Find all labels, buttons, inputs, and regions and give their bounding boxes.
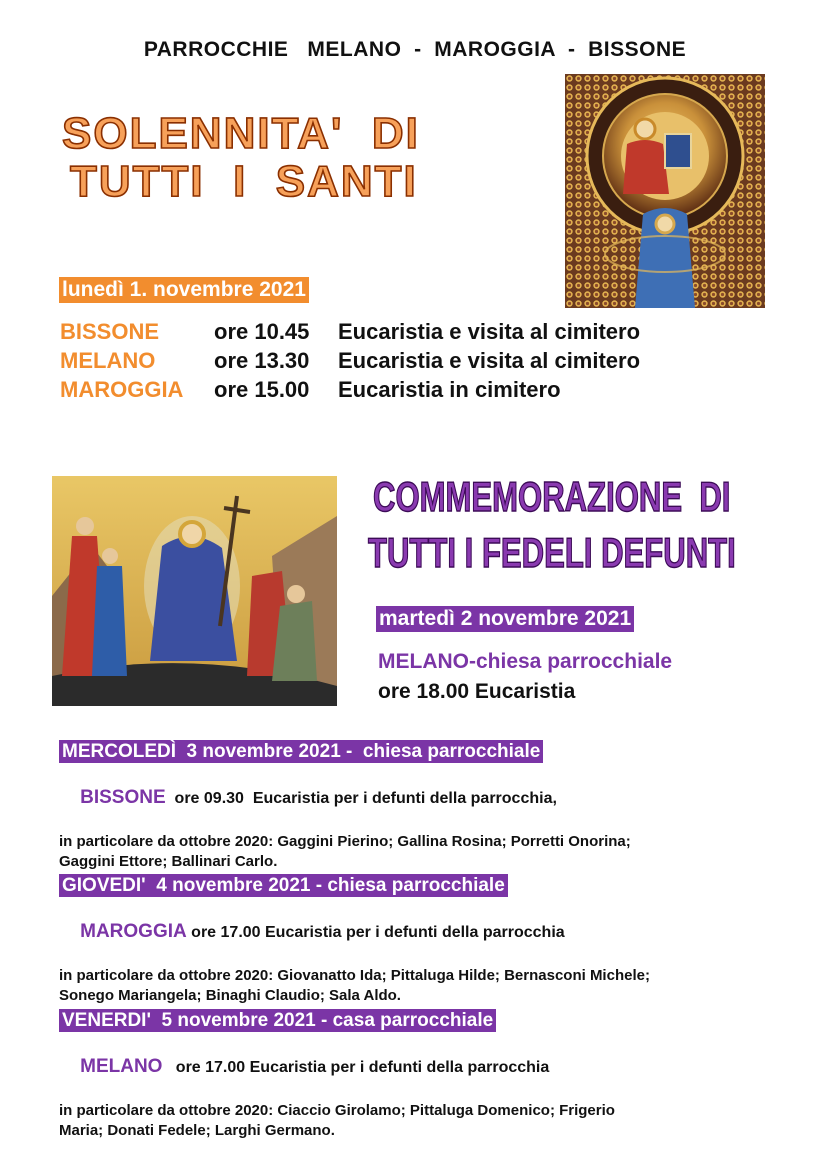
- day-text: ore 09.30 Eucaristia per i defunti della parrocchia,: [165, 790, 557, 807]
- all-saints-icon-image: [565, 74, 765, 308]
- defunti-time: ore 18.00 Eucaristia: [378, 680, 576, 703]
- day-block-mercoledi: [59, 741, 819, 870]
- day-main-line: [59, 899, 819, 965]
- santi-title-line2: TUTTI I SANTI: [70, 157, 418, 206]
- day-place: MAROGGIA: [80, 921, 187, 942]
- day-main-line: [59, 1034, 819, 1100]
- santi-schedule: [60, 317, 640, 404]
- parish-header: PARROCCHIE MELANO - MAROGGIA - BISSONE: [143, 38, 687, 61]
- day-text: ore 17.00 Eucaristia per i defunti della parrocchia: [162, 1059, 550, 1076]
- schedule-place: MELANO: [60, 348, 156, 373]
- schedule-row-bissone: [60, 317, 640, 346]
- day-line3: Maria; Donati Fedele; Larghi Germano.: [59, 1122, 335, 1139]
- day-line3: Gaggini Ettore; Ballinari Carlo.: [59, 853, 278, 870]
- santi-date-band: lunedì 1. novembre 2021: [59, 277, 309, 303]
- day-line2: in particolare da ottobre 2020: Ciaccio Girolamo; Pittaluga Domenico; Frigerio: [59, 1102, 615, 1119]
- schedule-place: BISSONE: [60, 319, 160, 344]
- schedule-desc: Eucaristia e visita al cimitero: [338, 348, 641, 373]
- schedule-place: MAROGGIA: [60, 377, 184, 402]
- day-block-venerdi: [59, 1010, 819, 1139]
- day-place: MELANO: [80, 1056, 163, 1077]
- day-line3: Sonego Mariangela; Binaghi Claudio; Sala Aldo.: [59, 987, 401, 1004]
- defunti-date-band: martedì 2 novembre 2021: [376, 606, 634, 632]
- day-line2: in particolare da ottobre 2020: Giovanatto Ida; Pittaluga Hilde; Bernasconi Michele;: [59, 967, 650, 984]
- schedule-time: ore 10.45: [214, 319, 310, 344]
- defunti-title-line2: TUTTI I FEDELI DEFUNTI: [368, 529, 736, 576]
- day-band: VENERDI' 5 novembre 2021 - casa parrocchiale: [59, 1009, 496, 1032]
- defunti-title-line1: COMMEMORAZIONE DI: [373, 473, 731, 520]
- resurrection-icon-image: [52, 476, 337, 706]
- day-band: GIOVEDI' 4 novembre 2021 - chiesa parrocchiale: [59, 874, 508, 897]
- schedule-time: ore 13.30: [214, 348, 310, 373]
- day-block-giovedi: [59, 875, 819, 1004]
- schedule-time: ore 15.00: [214, 377, 310, 402]
- defunti-place: MELANO-chiesa parrocchiale: [378, 650, 673, 673]
- schedule-desc: Eucaristia e visita al cimitero: [338, 319, 641, 344]
- schedule-row-melano: [60, 346, 640, 375]
- santi-title-line1: SOLENNITA' DI: [62, 109, 420, 158]
- day-band: MERCOLEDÌ 3 novembre 2021 - chiesa parrocchiale: [59, 740, 543, 763]
- schedule-desc: Eucaristia in cimitero: [338, 377, 561, 402]
- schedule-row-maroggia: [60, 375, 640, 404]
- day-line2: in particolare da ottobre 2020: Gaggini Pierino; Gallina Rosina; Porretti Onorina;: [59, 833, 631, 850]
- day-main-line: [59, 765, 819, 831]
- day-place: BISSONE: [80, 787, 166, 808]
- day-text: ore 17.00 Eucaristia per i defunti della parrocchia: [186, 924, 565, 941]
